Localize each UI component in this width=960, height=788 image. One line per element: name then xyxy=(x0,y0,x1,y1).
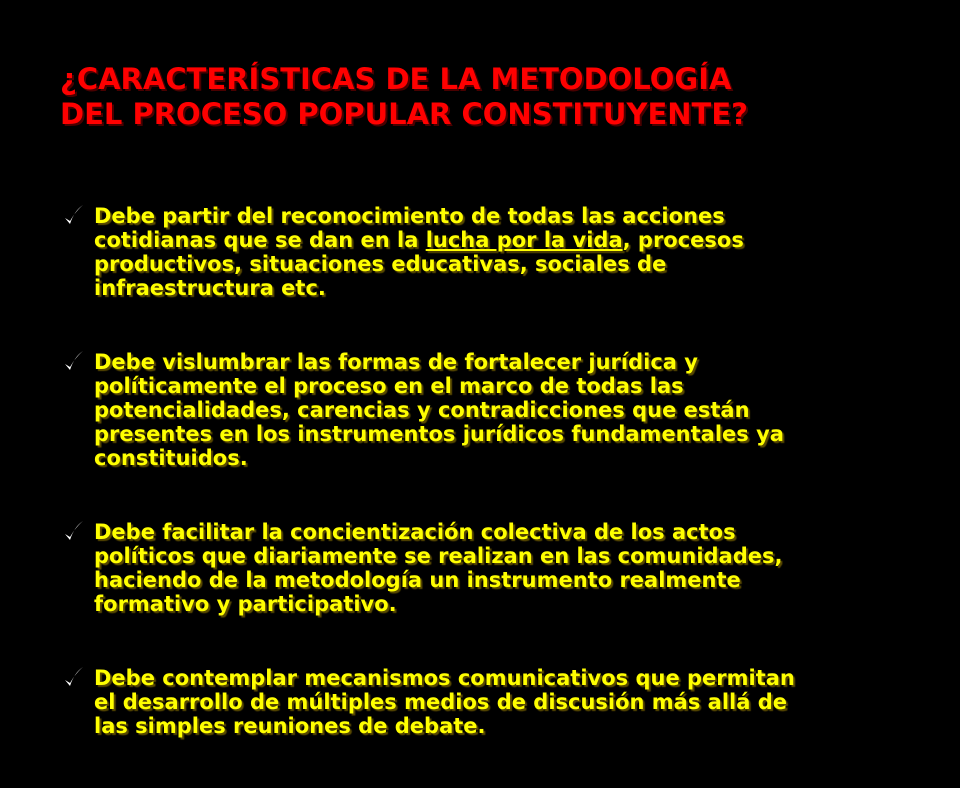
bullet-item-4 xyxy=(58,666,928,738)
checkmark-icon xyxy=(62,520,86,544)
slide-title-line-1: ¿CARACTERÍSTICAS DE LA METODOLOGÍA xyxy=(60,62,732,96)
bullet-2-line-4: presentes en los instrumentos jurídicos fundamentales ya xyxy=(94,422,784,446)
bullet-3-line-2: políticos que diariamente se realizan en las comunidades, xyxy=(94,544,783,568)
bullet-1-line-2 xyxy=(94,228,928,252)
checkmark-icon xyxy=(62,666,86,690)
bullet-1-line-4: infraestructura etc. xyxy=(94,276,326,300)
bullet-3-line-3: haciendo de la metodología un instrumento realmente xyxy=(94,568,741,592)
bullet-text-1 xyxy=(94,204,928,300)
bullet-text-3 xyxy=(94,520,928,616)
slide-title xyxy=(60,62,920,132)
bullet-3-line-1: Debe facilitar la concientización colectiva de los actos xyxy=(94,520,736,544)
bullet-1-line-1: Debe partir del reconocimiento de todas las acciones xyxy=(94,204,725,228)
bullet-4-line-1: Debe contemplar mecanismos comunicativos que permitan xyxy=(94,666,795,690)
bullet-4-line-3: las simples reuniones de debate. xyxy=(94,714,486,738)
bullet-list xyxy=(58,204,928,788)
bullet-3-line-4: formativo y participativo. xyxy=(94,592,397,616)
bullet-2-line-2: políticamente el proceso en el marco de todas las xyxy=(94,374,684,398)
bullet-item-3 xyxy=(58,520,928,616)
bullet-4-line-2: el desarrollo de múltiples medios de discusión más allá de xyxy=(94,690,787,714)
bullet-1-line-3: productivos, situaciones educativas, sociales de xyxy=(94,252,667,276)
bullet-item-1 xyxy=(58,204,928,300)
bullet-item-2 xyxy=(58,350,928,470)
bullet-text-4 xyxy=(94,666,928,738)
checkmark-icon xyxy=(62,350,86,374)
bullet-text-2 xyxy=(94,350,928,470)
bullet-2-line-3: potencialidades, carencias y contradicciones que están xyxy=(94,398,750,422)
bullet-2-line-5: constituidos. xyxy=(94,446,248,470)
slide-title-line-2: DEL PROCESO POPULAR CONSTITUYENTE? xyxy=(60,97,748,131)
bullet-2-line-1: Debe vislumbrar las formas de fortalecer jurídica y xyxy=(94,350,698,374)
checkmark-icon xyxy=(62,204,86,228)
bullet-1-line-2-start: cotidianas que se dan en la xyxy=(94,228,426,252)
underlined-phrase: lucha por la vida xyxy=(425,228,623,252)
bullet-1-line-2-end: , procesos xyxy=(622,228,744,252)
